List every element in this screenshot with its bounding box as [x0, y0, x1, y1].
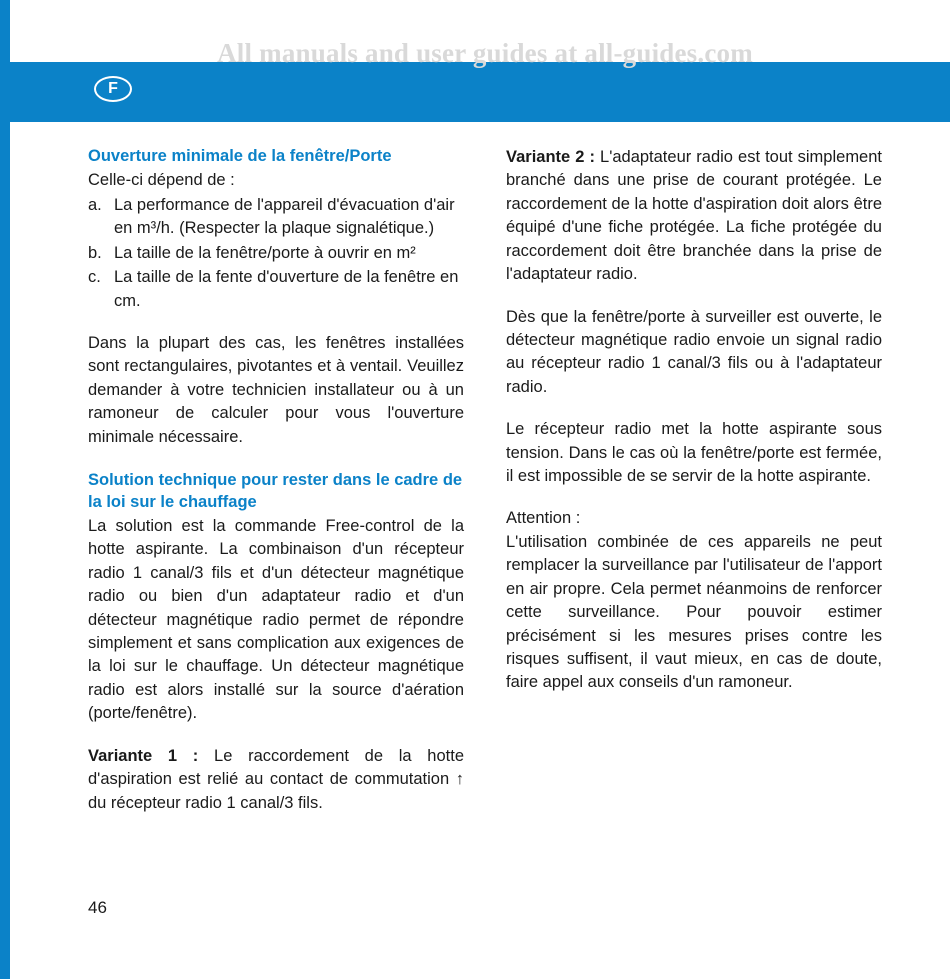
list-item — [88, 194, 464, 241]
language-badge: F — [94, 76, 132, 102]
variante-2-label: Variante 2 : — [506, 148, 595, 166]
page-content — [88, 146, 882, 815]
variante-2-text: L'adaptateur radio est tout simplement branché dans une prise de courant protégée. Le raccordement de la hotte d'aspiration doit alors être équipé d'une fiche protégée. La fiche protégée du raccordement doit être branchée dans la prise de l'adaptateur radio. — [506, 148, 882, 284]
attention-label: Attention : — [506, 509, 581, 528]
list-marker: a. — [88, 195, 102, 214]
variante-1-label: Variante 1 : — [88, 746, 199, 765]
section-title-solution: Solution technique pour rester dans le cadre de la loi sur le chauffage — [88, 471, 463, 511]
section-title-ouverture: Ouverture minimale de la fenêtre/Porte — [88, 147, 392, 165]
left-paragraph-2: La solution est la commande Free-control de la hotte aspirante. La combinaison d'un récepteur radio 1 canal/3 fils et d'un détecteur magnétique radio ou bien d'un adaptateur radio et d'un détecteur magnétique radio permet de répondre simplement et sans complication aux exigences de la loi sur le chauffage. Un détecteur magnétique radio est alors installé sur la source d'aération (porte/fenêtre). — [88, 516, 464, 723]
attention-text: L'utilisation combinée de ces appareils ne peut remplacer la surveillance par l'utilisateur de l'apport en air propre. Cela permet néanmoins de renforcer cette surveillance. Pour pouvoir estimer précisément si les mesures prises contre les risques suffisent, il vaut mieux, en cas de doute, faire appel aux conseils d'un ramoneur. — [506, 532, 882, 692]
page-number: 46 — [88, 898, 107, 917]
section1-intro: Celle-ci dépend de : — [88, 171, 235, 190]
list-item — [88, 242, 464, 265]
variante-1-paragraph — [88, 745, 464, 815]
list-text: La performance de l'appareil d'évacuation d'air en m³/h. (Respecter la plaque signalétique.) — [114, 195, 455, 238]
list-marker: b. — [88, 243, 102, 262]
list-item — [88, 266, 464, 313]
header-bar — [10, 62, 950, 122]
requirements-list — [88, 194, 464, 313]
right-paragraph-2: Le récepteur radio met la hotte aspirante sous tension. Dans le cas où la fenêtre/porte est fermée, il est impossible de se servir de la hotte aspirante. — [506, 420, 882, 486]
left-paragraph-1: Dans la plupart des cas, les fenêtres installées sont rectangulaires, pivotantes et à ventail. Veuillez demander à votre technicien installateur ou à un ramoneur de calculer pour vous l'ouverture minimale nécessaire. — [88, 333, 464, 446]
list-marker: c. — [88, 268, 101, 287]
watermark-text: All manuals and user guides at all-guides.com — [217, 38, 753, 68]
left-column — [88, 146, 464, 815]
list-text: La taille de la fenêtre/porte à ouvrir en m² — [114, 243, 416, 262]
right-column — [506, 146, 882, 815]
variante-2-paragraph — [506, 146, 882, 287]
list-text: La taille de la fente d'ouverture de la fenêtre en cm. — [114, 268, 459, 310]
variante-1-text: Le raccordement de la hotte d'aspiration est relié au contact de commutation ↑ du récepteur radio 1 canal/3 fils. — [88, 746, 465, 812]
right-paragraph-1: Dès que la fenêtre/porte à surveiller est ouverte, le détecteur magnétique radio envoie un signal radio au récepteur radio 1 canal/3 fils ou à l'adaptateur radio. — [506, 307, 882, 396]
